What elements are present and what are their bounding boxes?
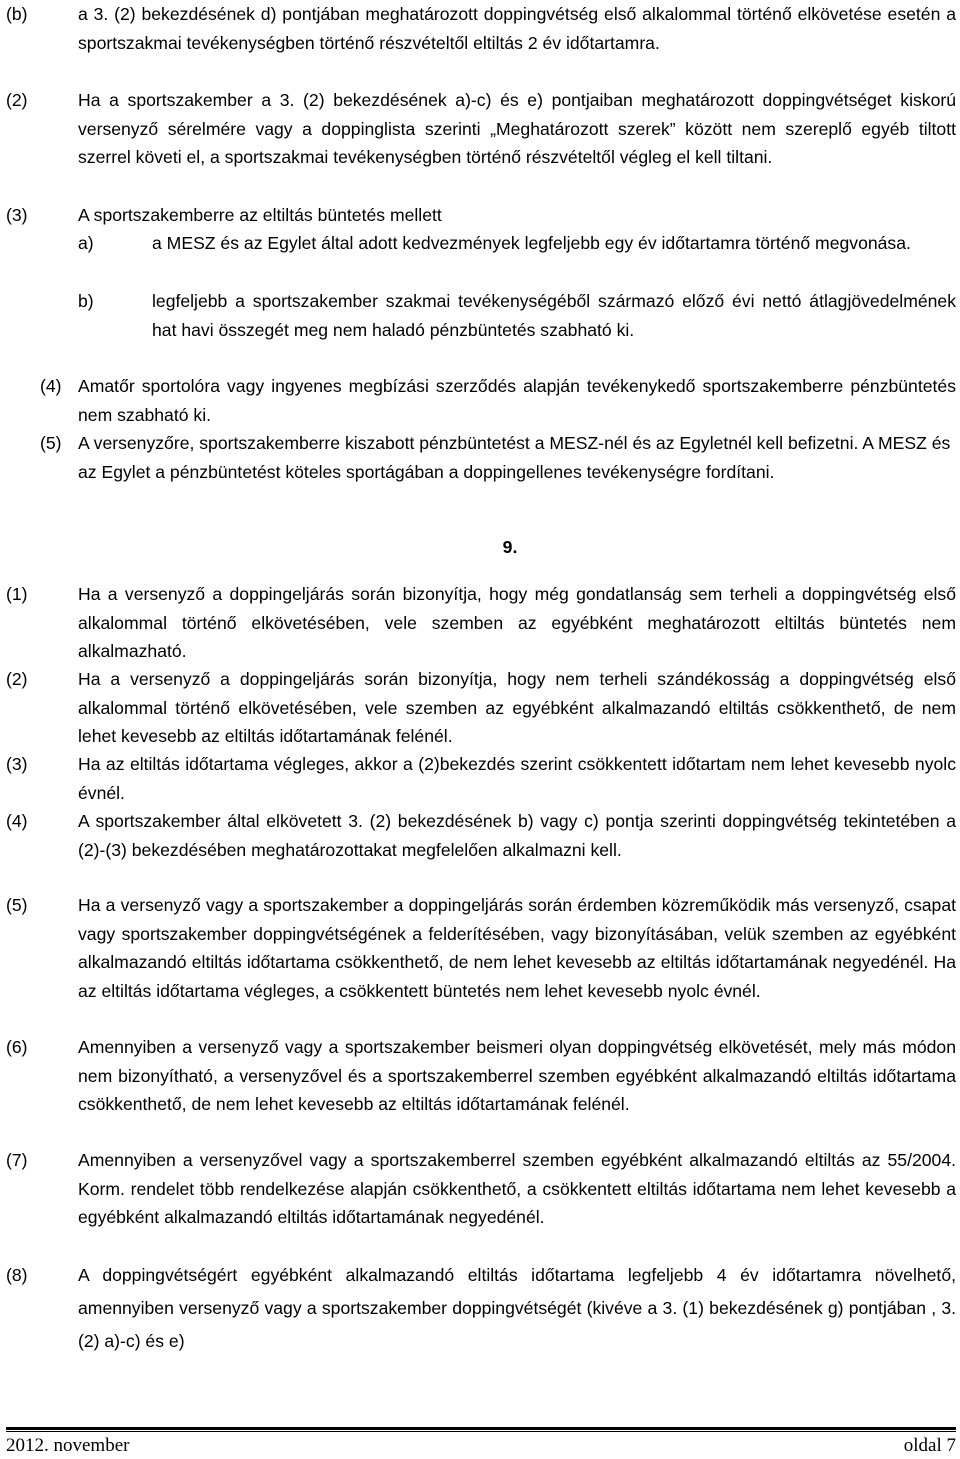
- page-footer: [6, 1433, 956, 1459]
- section-paragraph-7: [6, 1146, 956, 1232]
- section-paragraph-3: [6, 750, 956, 807]
- paragraph-number: (5): [6, 895, 28, 915]
- paragraph-text: A sportszakember által elkövetett 3. (2) bekezdésének b) vagy c) pontja szerinti doppingvétség tekintetében a (2)-(3) bekezdésében meghatározottakat megfelelően alkalmazni kell.: [78, 811, 956, 860]
- paragraph-3: [6, 201, 956, 230]
- subparagraph-text: a MESZ és az Egylet által adott kedvezmények legfeljebb egy év időtartamra történő megvonása.: [152, 233, 911, 253]
- paragraph-text: Amennyiben a versenyző vagy a sportszakember beismeri olyan doppingvétség elkövetését, mely más módon nem bizonyítható, a versenyzővel és a sportszakemberrel szemben egyébként alkalmazandó eltiltás időtartama csökkenthető, de nem lehet kevesebb az eltiltás időtartamának felénél.: [78, 1037, 956, 1115]
- paragraph-4: [40, 372, 956, 429]
- paragraph-text: Amatőr sportolóra vagy ingyenes megbízási szerződés alapján tevékenykedő sportszakemberre pénzbüntetés nem szabható ki.: [78, 376, 956, 425]
- paragraph-number: (3): [6, 205, 28, 225]
- paragraph-number: (6): [6, 1037, 28, 1057]
- paragraph-number: (5): [40, 433, 62, 453]
- footer-date: 2012. november: [6, 1435, 130, 1456]
- paragraph-text: Ha a sportszakember a 3. (2) bekezdésének a)-c) és e) pontjaiban meghatározott doppingvétséget kiskorú versenyző sérelmére vagy a doppinglista szerinti „Meghatározott szerek” között nem szereplő egyéb tiltott szerrel követi el, a sportszakmai tevékenységben történő részvételtől végleg el kell tiltani.: [78, 90, 956, 168]
- paragraph-number: (b): [6, 4, 28, 24]
- paragraph-b: [6, 0, 956, 57]
- footer-rule-thin: [6, 1431, 956, 1432]
- section-paragraph-1: [6, 580, 956, 666]
- paragraph-text: Ha a versenyző a doppingeljárás során bizonyítja, hogy nem terheli szándékosság a doppingvétség első alkalommal történő elkövetésében, vele szemben az egyébként alkalmazandó eltiltás csökkenthető, de nem lehet kevesebb az eltiltás időtartamának felénél.: [78, 669, 956, 747]
- subparagraph-a: [78, 229, 956, 258]
- paragraph-number: (4): [6, 811, 28, 831]
- section-heading: 9.: [502, 537, 518, 557]
- subparagraph-letter: b): [78, 291, 94, 311]
- paragraph-number: (7): [6, 1150, 28, 1170]
- paragraph-text: A doppingvétségért egyébként alkalmazandó eltiltás időtartama legfeljebb 4 év időtartamra növelhető, amennyiben versenyző vagy a sportszakember doppingvétségét (kivéve a 3. (1) bekezdésének g) pontjában , 3. (2) a)-c) és e): [78, 1265, 956, 1351]
- subparagraph-letter: a): [78, 233, 94, 253]
- paragraph-text: Ha a versenyző vagy a sportszakember a doppingeljárás során érdemben közreműködik más versenyző, csapat vagy sportszakember doppingvétségének a felderítésében, vagy bizonyításában, velük szemben az egyébként alkalmazandó eltiltás időtartama csökkenthető, de nem lehet kevesebb az eltiltás időtartamának negyedénél. Ha az eltiltás időtartama végleges, a csökkentett büntetés nem lehet kevesebb nyolc évnél.: [78, 895, 956, 1001]
- paragraph-text: Ha a versenyző a doppingeljárás során bizonyítja, hogy még gondatlanság sem terheli a doppingvétség első alkalommal történő elkövetésében, vele szemben az egyébként meghatározott eltiltás büntetés nem alkalmazható.: [78, 584, 956, 662]
- section-paragraph-5: [6, 891, 956, 1005]
- paragraph-text: Ha az eltiltás időtartama végleges, akkor a (2)bekezdés szerint csökkentett időtartam nem lehet kevesebb nyolc évnél.: [78, 754, 956, 803]
- section-paragraph-4: [6, 807, 956, 864]
- paragraph-number: (2): [6, 90, 28, 110]
- paragraph-number: (2): [6, 669, 28, 689]
- paragraph-2: [6, 86, 956, 172]
- subparagraph-text: legfeljebb a sportszakember szakmai tevékenységéből származó előző évi nettó átlagjövedelmének hat havi összegét meg nem haladó pénzbüntetés szabható ki.: [152, 291, 956, 340]
- footer-rule: [6, 1427, 956, 1430]
- footer-page-number: oldal 7: [903, 1435, 956, 1456]
- paragraph-text: A sportszakemberre az eltiltás büntetés mellett: [78, 205, 442, 225]
- section-paragraph-2: [6, 665, 956, 751]
- paragraph-number: (1): [6, 584, 28, 604]
- paragraph-number: (4): [40, 376, 62, 396]
- paragraph-number: (3): [6, 754, 28, 774]
- section-paragraph-6: [6, 1033, 956, 1119]
- paragraph-number: (8): [6, 1265, 28, 1285]
- paragraph-text: a 3. (2) bekezdésének d) pontjában meghatározott doppingvétség első alkalommal történő elkövetése esetén a sportszakmai tevékenységben történő részvételtől eltiltás 2 év időtartamra.: [78, 4, 956, 53]
- subparagraph-b: [78, 287, 956, 344]
- paragraph-text: Amennyiben a versenyzővel vagy a sportszakemberrel szemben egyébként alkalmazandó eltiltás az 55/2004. Korm. rendelet több rendelkezése alapján csökkenthető, a csökkentett eltiltás időtartama nem lehet kevesebb a egyébként alkalmazandó eltiltás időtartamának negyedénél.: [78, 1150, 956, 1228]
- section-paragraph-8: [6, 1259, 956, 1358]
- paragraph-5: [40, 429, 956, 486]
- paragraph-text: A versenyzőre, sportszakemberre kiszabott pénzbüntetést a MESZ-nél és az Egyletnél kell befizetni. A MESZ és az Egylet a pénzbüntetést köteles sportágában a doppingellenes tevékenységre fordítani.: [78, 433, 951, 482]
